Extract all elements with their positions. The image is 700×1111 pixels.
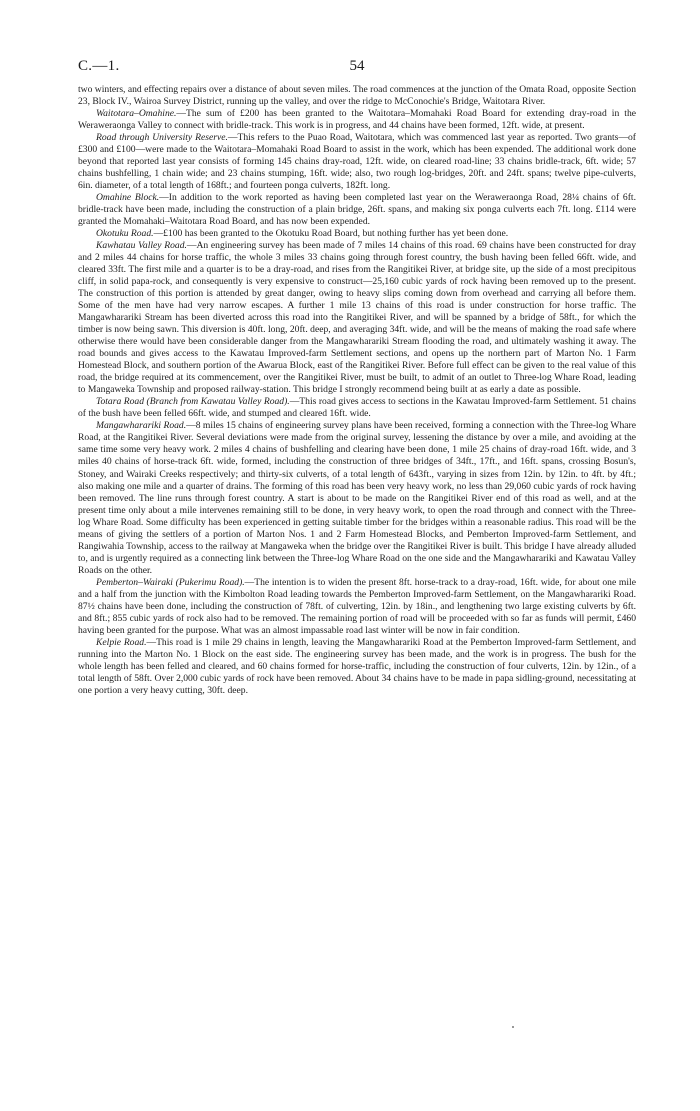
- page-header: [78, 58, 636, 80]
- paragraph-text: —This road is 1 mile 29 chains in length, leaving the Mangawharariki Road at the Pemberton Improved-farm Settlement, and running into the Marton No. 1 Block on the east side. The engineering survey has been made, and the work is in progress. The bush for the whole length has been felled and cleared, and 60 chains formed for horse-traffic, including the construction of four culverts, 12in. by 12in., of a total length of 58ft. Over 2,000 cubic yards of rock have been removed. About 34 chains have to be made in papa sidling-ground, necessitating at one portion a very heavy cutting, 30ft. deep.: [78, 636, 636, 696]
- paragraph: [78, 132, 636, 192]
- section-heading: Mangawharariki Road.: [96, 420, 187, 432]
- paragraph-text: —In addition to the work reported as having been completed last year on the Weraweraonga Road, 28¼ chains of 6ft. bridle-track have been made, including the construction of a plain bridge, 26ft. spans, and making six ponga culverts each 7ft. long. £114 were granted the Momahaki–Waitotara Road Board, and has now been expended.: [78, 192, 636, 228]
- section-heading: Road through University Reserve.: [96, 132, 228, 144]
- paragraph: [78, 84, 636, 108]
- paragraph-text: two winters, and effecting repairs over a distance of about seven miles. The road commences at the junction of the Omata Road, opposite Section 23, Block IV., Wairoa Survey District, running up the valley, and over the ridge to McConochie's Bridge, Waitotara River.: [78, 84, 636, 108]
- section-heading: Pemberton–Wairaki (Pukerimu Road).: [96, 576, 245, 588]
- paragraph-text: —8 miles 15 chains of engineering survey plans have been received, forming a connection with the Three-log Whare Road, at the Rangitikei River. Several deviations were made from the original survey, lessening the distance by over a mile, and avoiding at the same time some very heavy work. 2 miles 4 chains of bushfelling and clearing have been done, 1 mile 25 chains of dray-road 16ft. wide, and 3 miles 40 chains of horse-track 6ft. wide, formed, including the construction of three bridges of 34ft., 17ft., and 16ft. spans, crossing Bosun's, Stoney, and Wairaki Creeks respectively; and thirty-six culverts, of a total length of 643ft., varying in sizes from 12in. by 12in. to 4ft. by 4ft.; also making one mile and a quarter of drains. The forming of this road has been very heavy work, no less than 29,060 cubic yards of rock having been removed. The line runs through forest country. A start is about to be made on the Rangitikei River end of this road as well, and at the present time only about a mile intervenes remaining still to be done, in very heavy work, to open the road through and connect with the Three-log Whare Road. Some difficulty has been experienced in getting suitable timber for the bridges within a reasonable radius. This road will be the means of giving the settlers of a portion of Marton Nos. 1 and 2 Farm Homestead Blocks, and Pemberton Improved-farm Settlement, and Rangiwahia Township, access to the railway at Mangaweka when the bridge over the Rangitikei River is built. This bridge I have already alluded to, and is urgently required as a connecting link between the Three-log Whare Road on the one side and the Mangawharariki and Kawatau Valley Roads on the other.: [78, 420, 636, 576]
- section-heading: Waitotara–Omahine.: [96, 108, 177, 120]
- paragraph-text: —This road gives access to sections in the Kawatau Improved-farm Settlement. 51 chains of the bush have been felled 66ft. wide, and stumped and cleared 16ft. wide.: [78, 396, 636, 420]
- paragraph: [78, 396, 636, 420]
- section-heading: Kawhatau Valley Road.: [96, 240, 187, 252]
- section-heading: Totara Road (Branch from Kawatau Valley Road).: [96, 396, 290, 408]
- paragraph: [78, 228, 636, 240]
- paragraph: [78, 420, 636, 576]
- document-reference: C.—1.: [78, 58, 120, 74]
- paragraph-text: —This refers to the Puao Road, Waitotara, which was commenced last year as reported. Two grants—of £300 and £100—were made to the Waitotara–Momahaki Road Board to assist in the work, which has been expended. The additional work done beyond that reported last year consists of forming 145 chains dray-road, 12ft. wide, on cleared road-line; 33 chains bridle-track, 6ft. wide; 57 chains bushfelling, 1 chain wide; and 23 chains stumping, 16ft. wide; also, two rough log-bridges, 20ft. and 24ft. spans; twelve pipe-culverts, 6in. diameter, of a total length of 168ft.; and fourteen ponga culverts, 182ft. long.: [78, 132, 636, 192]
- paragraph-text: —£100 has been granted to the Okotuku Road Board, but nothing further has yet been done.: [153, 228, 509, 240]
- paragraph: [78, 637, 636, 697]
- section-heading: Omahine Block.: [96, 192, 160, 204]
- paragraph: [78, 108, 636, 132]
- paragraph-text: —An engineering survey has been made of 7 miles 14 chains of this road. 69 chains have been constructed for dray and 2 miles 44 chains for horse traffic, the whole 3 miles 33 chains going through forest country, the bush having been felled 66ft. wide, and cleared 33ft. The first mile and a quarter is to be a dray-road, and rises from the Rangitikei River, at bridge site, up the side of a most precipitous cliff, in solid papa-rock, and consequently is very expensive to construct—25,160 cubic yards of rock having been removed up to the present. The construction of this portion is attended by great danger, owing to heavy slips coming down from overhead and carrying all before them. Some of the men have had very narrow escapes. A further 1 mile 13 chains of this road is under construction for horse traffic. The Mangawharariki Stream has been diverted across this road into the Rangitikei River, and will be spanned by a bridge of 58ft., for which the timber is now being sawn. This diversion is 40ft. long, 20ft. deep, and averaging 34ft. wide, and will be the means of making the road safe where otherwise there would have been considerable danger from the Mangawharariki Stream flooding the road, and ultimately washing it away. The road bounds and gives access to the Kawatau Improved-farm Settlement sections, and opens up the northern part of Marton No. 1 Farm Homestead Block, and southern portion of the Awarua Block, east of the Rangitikei River. Before full effect can be given to the real value of this road, the bridge required at its commencement, over the Rangitikei River, must be built, to admit of an outlet to Three-log Whare Road, leading to Mangaweka Township and proposed railway-station. This bridge I strongly recommend being built at as early a date as possible.: [78, 240, 636, 396]
- section-heading: Kelpie Road.: [96, 636, 147, 648]
- paragraph: [78, 240, 636, 396]
- section-heading: Okotuku Road.: [96, 228, 154, 240]
- paragraph-text: —The intention is to widen the present 8ft. horse-track to a dray-road, 16ft. wide, for about one mile and a half from the junction with the Kimbolton Road leading towards the Pemberton Improved-farm Settlement, on the Mangawharariki Road. 87½ chains have been done, including the construction of 78ft. of culverting, 12in. by 18in., and lengthening two large existing culverts by 6ft. and 8ft.; 855 cubic yards of rock also had to be removed. The remaining portion of road will be proceeded with so far as funds will permit, £460 having been granted for the purpose. What was an almost impassable road last winter will be now in fair condition.: [78, 576, 636, 636]
- paragraph-text: —The sum of £200 has been granted to the Waitotara–Momahaki Road Board for extending dray-road in the Weraweraonga Valley to connect with bridle-track. This work is in progress, and 44 chains have been formed, 12ft. wide, at present.: [78, 108, 636, 132]
- body-text: [78, 84, 636, 697]
- paragraph: [78, 192, 636, 228]
- paragraph: [78, 577, 636, 637]
- page-number: 54: [349, 58, 365, 74]
- print-speck: [512, 1026, 514, 1028]
